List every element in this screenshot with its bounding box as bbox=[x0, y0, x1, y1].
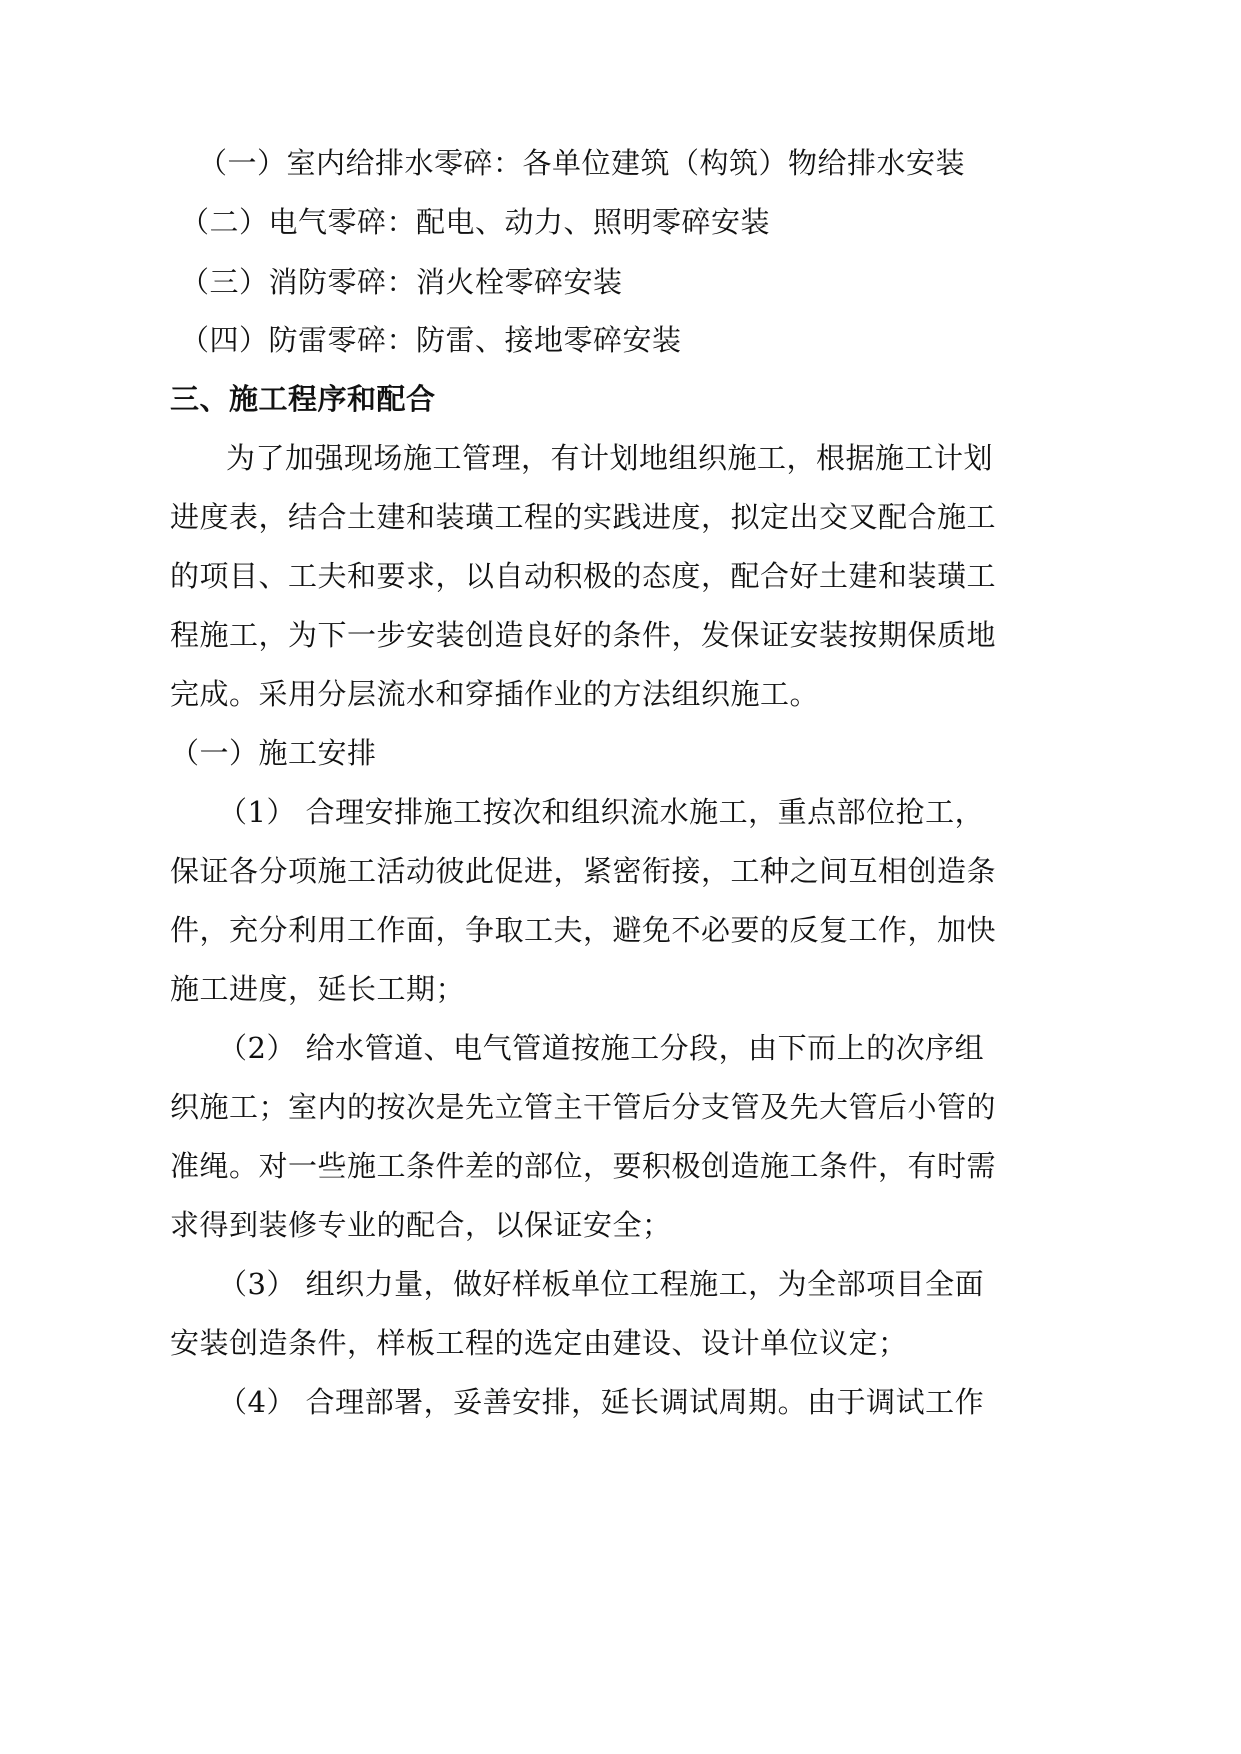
numbered-item-line: （1） 合理安排施工按次和组织流水施工，重点部位抢工， bbox=[218, 795, 985, 829]
section-heading: 三、施工程序和配合 bbox=[170, 382, 436, 416]
paragraph-line: 的项目、工夫和要求，以自动积极的态度，配合好土建和装璜工 bbox=[170, 559, 997, 593]
numbered-item-line: 件，充分利用工作面，争取工夫，避免不必要的反复工作，加快 bbox=[170, 913, 997, 947]
subheading: （一）施工安排 bbox=[170, 736, 377, 770]
paragraph-line: 程施工，为下一步安装创造良好的条件，发保证安装按期保质地 bbox=[170, 618, 997, 652]
numbered-item-line: （4） 合理部署，妥善安排，延长调试周期。由于调试工作 bbox=[218, 1385, 985, 1419]
list-item-lightning: （四）防雷零碎：防雷、接地零碎安装 bbox=[180, 323, 682, 357]
paragraph-line: 完成。采用分层流水和穿插作业的方法组织施工。 bbox=[170, 677, 820, 711]
numbered-item-line: 求得到装修专业的配合，以保证安全； bbox=[170, 1208, 672, 1242]
numbered-item-line: 安装创造条件，样板工程的选定由建设、设计单位议定； bbox=[170, 1326, 908, 1360]
numbered-item-line: 准绳。对一些施工条件差的部位，要积极创造施工条件，有时需 bbox=[170, 1149, 997, 1183]
paragraph-line: 为了加强现场施工管理，有计划地组织施工，根据施工计划 bbox=[226, 441, 994, 475]
numbered-item-line: 织施工；室内的按次是先立管主干管后分支管及先大管后小管的 bbox=[170, 1090, 997, 1124]
numbered-item-line: （2） 给水管道、电气管道按施工分段，由下而上的次序组 bbox=[218, 1031, 985, 1065]
list-item-fire: （三）消防零碎：消火栓零碎安装 bbox=[180, 265, 623, 299]
numbered-item-line: （3） 组织力量，做好样板单位工程施工，为全部项目全面 bbox=[218, 1267, 985, 1301]
numbered-item-line: 施工进度，延长工期； bbox=[170, 972, 466, 1006]
list-item-indoor-water: （一）室内给排水零碎：各单位建筑（构筑）物给排水安装 bbox=[198, 146, 966, 180]
list-item-electrical: （二）电气零碎：配电、动力、照明零碎安装 bbox=[180, 205, 771, 239]
paragraph-line: 进度表，结合土建和装璜工程的实践进度，拟定出交叉配合施工 bbox=[170, 500, 997, 534]
numbered-item-line: 保证各分项施工活动彼此促进，紧密衔接，工种之间互相创造条 bbox=[170, 854, 997, 888]
